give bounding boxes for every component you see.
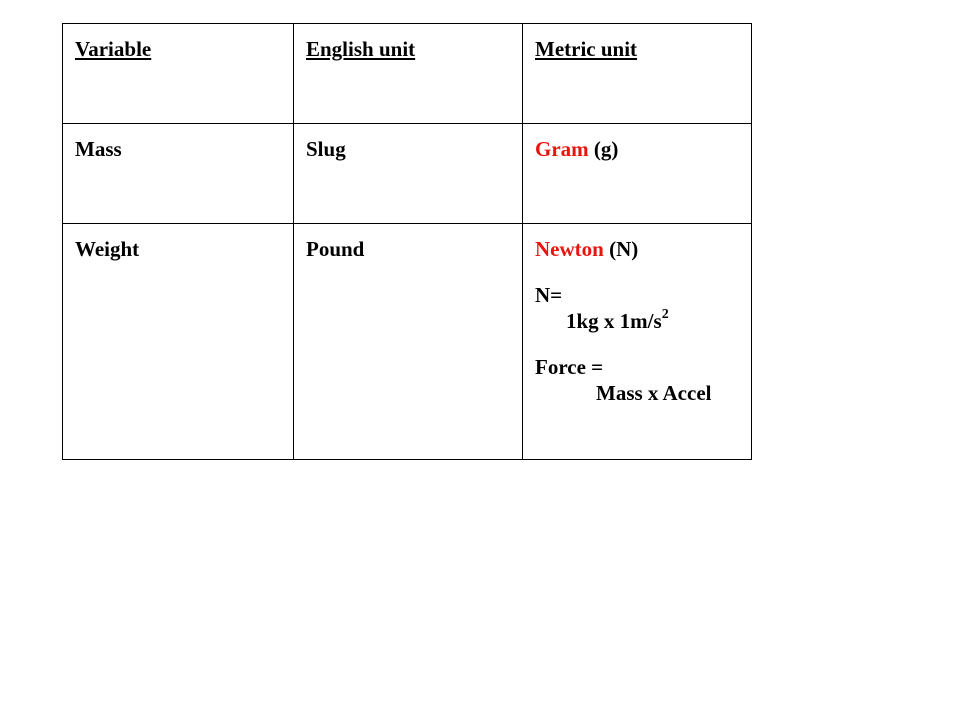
law-expression: Mass x Accel bbox=[596, 381, 712, 405]
variable-label: Mass bbox=[75, 137, 122, 161]
formula-expression: 1kg x 1m/s bbox=[566, 309, 662, 333]
formula-label: N= bbox=[535, 283, 563, 307]
variable-label: Weight bbox=[75, 237, 140, 261]
units-table bbox=[62, 23, 752, 460]
cell-english-pound bbox=[294, 224, 523, 460]
header-variable: Variable bbox=[75, 37, 152, 61]
metric-unit-name: Newton bbox=[535, 237, 604, 261]
header-row bbox=[63, 24, 752, 124]
english-unit-label: Pound bbox=[306, 237, 365, 261]
cell-variable-weight bbox=[63, 224, 294, 460]
spacer bbox=[535, 334, 739, 354]
metric-unit-symbol: (g) bbox=[593, 137, 619, 161]
table-row bbox=[63, 224, 752, 460]
formula-exponent: 2 bbox=[661, 307, 669, 322]
cell-english-slug bbox=[294, 124, 523, 224]
header-metric-unit: Metric unit bbox=[535, 37, 638, 61]
header-cell-english-unit bbox=[294, 24, 523, 124]
metric-unit-line bbox=[535, 236, 739, 262]
spacer bbox=[535, 262, 739, 282]
header-cell-variable bbox=[63, 24, 294, 124]
metric-unit-name: Gram bbox=[535, 137, 589, 161]
cell-metric-newton bbox=[523, 224, 752, 460]
header-cell-metric-unit bbox=[523, 24, 752, 124]
table-row bbox=[63, 124, 752, 224]
cell-metric-gram bbox=[523, 124, 752, 224]
cell-variable-mass bbox=[63, 124, 294, 224]
metric-unit-symbol: (N) bbox=[609, 237, 639, 261]
header-english-unit: English unit bbox=[306, 37, 416, 61]
english-unit-label: Slug bbox=[306, 137, 346, 161]
law-label: Force = bbox=[535, 355, 604, 379]
formula-expression-line bbox=[535, 308, 739, 334]
